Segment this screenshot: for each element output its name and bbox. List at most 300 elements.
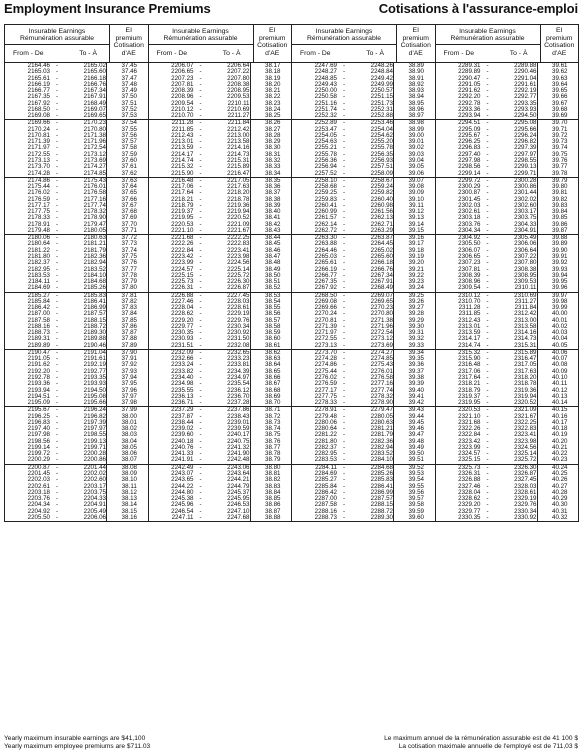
range-dash: - bbox=[55, 240, 59, 248]
from-value: 2310.70 bbox=[458, 297, 481, 305]
premium-value: 38.16 bbox=[106, 515, 148, 521]
range-dash: - bbox=[199, 150, 202, 158]
premium-value: 39.59 bbox=[393, 509, 435, 515]
range-dash: - bbox=[486, 240, 489, 248]
to-value: 2206.06 bbox=[83, 513, 106, 521]
from-value: 2170.24 bbox=[27, 125, 50, 133]
to-value: 2258.67 bbox=[370, 176, 393, 184]
from-value: 2320.53 bbox=[458, 406, 481, 414]
range-dash: - bbox=[55, 234, 59, 242]
from-value: 2211.28 bbox=[171, 119, 194, 127]
to-value: 2171.96 bbox=[83, 138, 106, 146]
range-dash: - bbox=[486, 367, 489, 375]
range-dash: - bbox=[199, 437, 202, 445]
premium-value: 37.98 bbox=[106, 400, 148, 406]
to-value: 2267.34 bbox=[370, 271, 393, 279]
to-value: 2170.80 bbox=[83, 125, 106, 133]
range-dash: - bbox=[199, 513, 202, 521]
to-value: 2289.88 bbox=[514, 62, 537, 69]
from-value: 2254.63 bbox=[314, 138, 337, 146]
range-dash: - bbox=[342, 348, 346, 356]
to-value: 2165.60 bbox=[83, 68, 106, 76]
range-dash: - bbox=[55, 74, 59, 82]
range-dash: - bbox=[55, 482, 59, 490]
premium-value: 37.72 bbox=[106, 235, 148, 241]
row-block bbox=[292, 120, 435, 177]
range-dash: - bbox=[199, 265, 202, 273]
premium-value: 39.55 bbox=[393, 484, 435, 490]
to-value: 2236.12 bbox=[227, 386, 250, 394]
premium-value: 38.23 bbox=[250, 101, 292, 107]
to-value: 2174.85 bbox=[83, 169, 106, 177]
from-value: 2286.42 bbox=[314, 488, 337, 496]
to-value: 2202.02 bbox=[83, 470, 106, 477]
to-value: 2264.45 bbox=[370, 240, 393, 248]
from-value: 2293.94 bbox=[458, 112, 481, 120]
to-value: 2199.71 bbox=[83, 443, 106, 451]
range-dash: - bbox=[486, 176, 489, 184]
premium-value: 39.92 bbox=[537, 260, 579, 266]
to-value: 2313.58 bbox=[514, 322, 537, 330]
premium-value: 39.19 bbox=[393, 254, 435, 260]
row-block bbox=[5, 178, 148, 235]
premium-value: 38.99 bbox=[393, 127, 435, 133]
to-value: 2288.15 bbox=[370, 501, 393, 509]
to-value: 2287.57 bbox=[370, 495, 393, 503]
from-value: 2166.19 bbox=[27, 80, 50, 88]
premium-value: 38.82 bbox=[250, 477, 292, 483]
to-value: 2265.60 bbox=[370, 252, 393, 260]
to-value: 2310.69 bbox=[514, 291, 537, 299]
to-value: 2274.27 bbox=[370, 348, 393, 356]
premium-value: 37.76 bbox=[106, 260, 148, 266]
from-value: 2283.53 bbox=[314, 456, 337, 464]
premium-value: 37.48 bbox=[106, 82, 148, 88]
to-value: 2311.84 bbox=[514, 304, 537, 312]
to-value: 2284.68 bbox=[370, 463, 393, 471]
to-value: 2215.89 bbox=[227, 163, 250, 171]
range-dash: - bbox=[342, 169, 346, 177]
to-value: 2309.53 bbox=[514, 278, 537, 286]
from-value: 2226.31 bbox=[171, 284, 194, 292]
range-dash: - bbox=[342, 144, 346, 152]
range-dash: - bbox=[342, 386, 346, 394]
range-dash: - bbox=[486, 495, 489, 503]
range-dash: - bbox=[486, 80, 489, 88]
to-value: 2318.78 bbox=[514, 380, 537, 388]
from-value: 2197.40 bbox=[27, 425, 50, 433]
range-dash: - bbox=[342, 284, 346, 292]
from-value: 2171.39 bbox=[27, 138, 50, 146]
range-dash: - bbox=[486, 183, 489, 191]
premium-value: 37.74 bbox=[106, 248, 148, 254]
earnings-header-en: Insurable Earnings bbox=[28, 28, 86, 35]
from-value: 2326.88 bbox=[458, 476, 481, 484]
to-value: 2188.15 bbox=[83, 316, 106, 324]
range-dash: - bbox=[342, 310, 346, 318]
column-section bbox=[292, 25, 435, 522]
from-value: 2236.13 bbox=[171, 392, 194, 400]
premium-value: 39.11 bbox=[393, 203, 435, 209]
from-value: 2181.22 bbox=[27, 246, 50, 254]
to-value: 2295.08 bbox=[514, 119, 537, 127]
premium-value: 37.84 bbox=[106, 311, 148, 317]
range-dash: - bbox=[199, 488, 202, 496]
row-block bbox=[149, 407, 292, 464]
to-value: 2251.73 bbox=[370, 99, 393, 107]
to-value: 2180.63 bbox=[83, 234, 106, 242]
to-value: 2247.68 bbox=[227, 513, 250, 521]
from-value: 2179.48 bbox=[27, 226, 50, 234]
to-value: 2204.91 bbox=[83, 501, 106, 509]
range-dash: - bbox=[486, 443, 489, 451]
to-value: 2174.27 bbox=[83, 163, 106, 171]
from-value: 2266.77 bbox=[314, 271, 337, 279]
range-dash: - bbox=[486, 208, 489, 216]
premium-value: 39.68 bbox=[537, 107, 579, 113]
range-dash: - bbox=[55, 495, 59, 503]
premium-value: 40.14 bbox=[537, 400, 579, 406]
from-value: 2260.41 bbox=[314, 201, 337, 209]
from-value: 2304.34 bbox=[458, 226, 481, 234]
from-header: From - De bbox=[443, 50, 475, 57]
from-value: 2200.87 bbox=[27, 463, 50, 471]
range-dash: - bbox=[342, 112, 346, 120]
from-value: 2288.73 bbox=[314, 513, 337, 521]
to-value: 2255.20 bbox=[370, 138, 393, 146]
from-value: 2205.50 bbox=[27, 513, 50, 521]
from-value: 2241.33 bbox=[171, 450, 194, 458]
from-header: From - De bbox=[300, 50, 331, 57]
from-value: 2265.03 bbox=[314, 252, 337, 260]
range-dash: - bbox=[342, 68, 346, 76]
to-value: 2175.43 bbox=[83, 176, 106, 184]
table-row bbox=[5, 457, 148, 463]
premium-value: 38.29 bbox=[250, 139, 292, 145]
to-value: 2221.67 bbox=[227, 226, 250, 234]
to-value: 2207.22 bbox=[227, 68, 250, 76]
from-value: 2312.43 bbox=[458, 316, 481, 324]
row-block bbox=[436, 465, 579, 522]
range-dash: - bbox=[486, 341, 489, 349]
to-value: 2322.83 bbox=[514, 425, 537, 433]
from-value: 2274.28 bbox=[314, 355, 337, 363]
range-dash: - bbox=[199, 495, 202, 503]
to-value: 2280.63 bbox=[370, 418, 393, 426]
header-rule bbox=[436, 44, 540, 45]
row-block bbox=[5, 407, 148, 464]
range-dash: - bbox=[55, 93, 59, 101]
table-row bbox=[149, 285, 292, 291]
from-value: 2284.69 bbox=[314, 470, 337, 477]
earnings-header bbox=[5, 25, 109, 62]
range-dash: - bbox=[486, 214, 489, 222]
range-dash: - bbox=[55, 418, 59, 426]
from-value: 2322.84 bbox=[458, 431, 481, 439]
row-block bbox=[292, 350, 435, 407]
to-value: 2234.97 bbox=[227, 374, 250, 382]
range-dash: - bbox=[199, 329, 202, 337]
range-dash: - bbox=[486, 399, 489, 407]
to-value: 2302.02 bbox=[514, 195, 537, 203]
premium-value: 37.61 bbox=[106, 164, 148, 170]
range-dash: - bbox=[342, 62, 346, 69]
from-value: 2213.01 bbox=[171, 138, 194, 146]
range-dash: - bbox=[486, 425, 489, 433]
premium-value: 38.75 bbox=[250, 432, 292, 438]
premium-value: 39.50 bbox=[393, 451, 435, 457]
range-dash: - bbox=[55, 284, 59, 292]
premium-value: 38.66 bbox=[250, 375, 292, 381]
from-value: 2323.42 bbox=[458, 437, 481, 445]
to-value: 2208.38 bbox=[227, 80, 250, 88]
from-value: 2241.91 bbox=[171, 456, 194, 464]
range-dash: - bbox=[55, 87, 59, 95]
to-value: 2222.25 bbox=[227, 234, 250, 242]
range-dash: - bbox=[199, 195, 202, 203]
premium-value: 39.48 bbox=[393, 439, 435, 445]
range-dash: - bbox=[342, 450, 346, 458]
premium-value: 39.22 bbox=[393, 273, 435, 279]
premium-value: 40.02 bbox=[537, 324, 579, 330]
range-dash: - bbox=[199, 87, 202, 95]
range-dash: - bbox=[55, 470, 59, 477]
premium-value: 39.16 bbox=[393, 235, 435, 241]
from-value: 2225.15 bbox=[171, 271, 194, 279]
range-dash: - bbox=[199, 99, 202, 107]
from-value: 2218.21 bbox=[171, 195, 194, 203]
range-dash: - bbox=[55, 220, 59, 228]
range-dash: - bbox=[55, 348, 59, 356]
to-value: 2270.23 bbox=[370, 304, 393, 312]
from-value: 2263.30 bbox=[314, 234, 337, 242]
from-value: 2219.95 bbox=[171, 214, 194, 222]
column-header bbox=[5, 25, 148, 63]
range-dash: - bbox=[486, 463, 489, 471]
from-value: 2264.46 bbox=[314, 246, 337, 254]
premium-value: 38.80 bbox=[250, 465, 292, 471]
range-dash: - bbox=[342, 99, 346, 107]
premium-value: 39.60 bbox=[393, 515, 435, 521]
premium-value: 39.26 bbox=[393, 299, 435, 305]
from-value: 2192.20 bbox=[27, 367, 50, 375]
from-value: 2270.81 bbox=[314, 316, 337, 324]
range-dash: - bbox=[199, 68, 202, 76]
to-value: 2273.12 bbox=[370, 335, 393, 343]
premium-header bbox=[540, 25, 579, 62]
range-dash: - bbox=[342, 437, 346, 445]
range-dash: - bbox=[342, 138, 346, 146]
row-block bbox=[149, 178, 292, 235]
range-dash: - bbox=[342, 220, 346, 228]
from-value: 2210.70 bbox=[171, 112, 194, 120]
from-value: 2204.92 bbox=[27, 507, 50, 515]
range-dash: - bbox=[55, 144, 59, 152]
from-value: 2316.48 bbox=[458, 361, 481, 369]
from-value: 2269.66 bbox=[314, 304, 337, 312]
range-dash: - bbox=[55, 316, 59, 324]
premium-value: 38.84 bbox=[250, 490, 292, 496]
to-value: 2203.75 bbox=[83, 488, 106, 496]
premium-value: 38.36 bbox=[250, 184, 292, 190]
range-dash: - bbox=[199, 304, 202, 312]
range-dash: - bbox=[342, 412, 346, 420]
to-value: 2214.16 bbox=[227, 144, 250, 152]
to-value: 2228.03 bbox=[227, 297, 250, 305]
from-value: 2298.56 bbox=[458, 163, 481, 171]
from-value: 2251.74 bbox=[314, 105, 337, 113]
row-block bbox=[149, 63, 292, 120]
from-value: 2177.17 bbox=[27, 201, 50, 209]
premium-value: 40.07 bbox=[537, 356, 579, 362]
to-value: 2186.41 bbox=[83, 297, 106, 305]
to-value: 2307.22 bbox=[514, 252, 537, 260]
premium-value: 38.88 bbox=[250, 515, 292, 521]
to-value: 2239.59 bbox=[227, 425, 250, 433]
premium-value: 39.02 bbox=[393, 145, 435, 151]
from-value: 2234.98 bbox=[171, 380, 194, 388]
from-value: 2196.25 bbox=[27, 412, 50, 420]
premium-value: 39.85 bbox=[537, 215, 579, 221]
to-value: 2169.07 bbox=[83, 105, 106, 113]
range-dash: - bbox=[55, 246, 59, 254]
premium-value: 37.59 bbox=[106, 152, 148, 158]
premium-value: 40.11 bbox=[537, 381, 579, 387]
to-value: 2251.15 bbox=[370, 93, 393, 101]
range-dash: - bbox=[55, 476, 59, 484]
premium-value: 38.22 bbox=[250, 94, 292, 100]
premium-value: 38.90 bbox=[393, 69, 435, 75]
range-dash: - bbox=[342, 367, 346, 375]
title-english: Employment Insurance Premiums bbox=[4, 1, 211, 16]
range-dash: - bbox=[199, 374, 202, 382]
table-row bbox=[436, 515, 579, 521]
to-value: 2235.54 bbox=[227, 380, 250, 388]
range-dash: - bbox=[55, 297, 59, 305]
range-dash: - bbox=[486, 138, 489, 146]
title-french: Cotisations à l'assurance-emploi bbox=[378, 1, 578, 16]
to-value: 2169.65 bbox=[83, 112, 106, 120]
from-value: 2170.81 bbox=[27, 131, 50, 139]
premium-value: 37.45 bbox=[106, 63, 148, 69]
from-value: 2257.52 bbox=[314, 169, 337, 177]
to-value: 2234.39 bbox=[227, 367, 250, 375]
to-value: 2207.80 bbox=[227, 74, 250, 82]
from-value: 2222.84 bbox=[171, 246, 194, 254]
from-value: 2239.02 bbox=[171, 425, 194, 433]
row-block bbox=[292, 178, 435, 235]
from-value: 2307.81 bbox=[458, 265, 481, 273]
premium-value: 39.12 bbox=[393, 209, 435, 215]
from-value: 2167.35 bbox=[27, 93, 50, 101]
premium-value: 38.56 bbox=[250, 311, 292, 317]
premium-value: 40.17 bbox=[537, 420, 579, 426]
premium-value: 37.95 bbox=[106, 381, 148, 387]
premium-value: 39.52 bbox=[393, 465, 435, 471]
to-value: 2195.66 bbox=[83, 399, 106, 407]
premium-value: 38.92 bbox=[393, 82, 435, 88]
premium-value: 39.01 bbox=[393, 139, 435, 145]
to-value: 2254.62 bbox=[370, 131, 393, 139]
premium-header-line: d'AE bbox=[265, 49, 280, 57]
row-block bbox=[292, 63, 435, 120]
earnings-header-fr: Rémunération assurable bbox=[163, 35, 238, 42]
to-value: 2184.68 bbox=[83, 278, 106, 286]
premium-value: 39.37 bbox=[393, 369, 435, 375]
from-value: 2233.24 bbox=[171, 361, 194, 369]
table-row bbox=[5, 171, 148, 177]
premium-value: 38.20 bbox=[250, 82, 292, 88]
from-value: 2248.85 bbox=[314, 74, 337, 82]
range-dash: - bbox=[342, 265, 346, 273]
table-row bbox=[436, 171, 579, 177]
from-value: 2166.77 bbox=[27, 87, 50, 95]
premium-value: 39.89 bbox=[537, 241, 579, 247]
premium-value: 40.32 bbox=[537, 515, 579, 521]
premium-value: 37.91 bbox=[106, 356, 148, 362]
premium-value: 37.57 bbox=[106, 139, 148, 145]
premium-value: 39.13 bbox=[393, 215, 435, 221]
range-dash: - bbox=[486, 513, 489, 521]
premium-value: 38.31 bbox=[250, 152, 292, 158]
to-value: 2306.06 bbox=[514, 240, 537, 248]
to-value: 2322.25 bbox=[514, 418, 537, 426]
range-dash: - bbox=[55, 374, 59, 382]
premium-value: 38.95 bbox=[393, 101, 435, 107]
row-block bbox=[149, 465, 292, 522]
from-value: 2202.03 bbox=[27, 476, 50, 484]
premium-value: 37.53 bbox=[106, 113, 148, 119]
range-dash: - bbox=[199, 252, 202, 260]
to-value: 2298.55 bbox=[514, 156, 537, 164]
column-group bbox=[4, 25, 148, 522]
from-value: 2194.51 bbox=[27, 392, 50, 400]
range-dash: - bbox=[486, 386, 489, 394]
from-value: 2245.96 bbox=[171, 501, 194, 509]
range-dash: - bbox=[486, 163, 489, 171]
range-dash: - bbox=[486, 125, 489, 133]
range-dash: - bbox=[486, 131, 489, 139]
from-value: 2260.99 bbox=[314, 208, 337, 216]
premium-value: 40.22 bbox=[537, 451, 579, 457]
earnings-header bbox=[149, 25, 253, 62]
premium-value: 38.61 bbox=[250, 343, 292, 349]
from-value: 2244.22 bbox=[171, 482, 194, 490]
premium-value: 37.82 bbox=[106, 299, 148, 305]
to-value: 2232.08 bbox=[227, 341, 250, 349]
range-dash: - bbox=[486, 380, 489, 388]
to-value: 2265.02 bbox=[370, 246, 393, 254]
to-value: 2259.82 bbox=[370, 189, 393, 197]
range-dash: - bbox=[55, 386, 59, 394]
premium-value: 38.64 bbox=[250, 362, 292, 368]
range-dash: - bbox=[486, 361, 489, 369]
premium-value: 37.87 bbox=[106, 330, 148, 336]
to-value: 2257.51 bbox=[370, 163, 393, 171]
premium-value: 40.08 bbox=[537, 362, 579, 368]
premium-value: 38.26 bbox=[250, 120, 292, 126]
range-dash: - bbox=[486, 374, 489, 382]
from-value: 2278.91 bbox=[314, 406, 337, 414]
range-dash: - bbox=[486, 335, 489, 343]
from-value: 2325.73 bbox=[458, 463, 481, 471]
range-dash: - bbox=[55, 456, 59, 464]
range-dash: - bbox=[486, 355, 489, 363]
to-value: 2271.96 bbox=[370, 322, 393, 330]
to-value: 2285.83 bbox=[370, 476, 393, 484]
to-value: 2213.58 bbox=[227, 138, 250, 146]
premium-value: 37.77 bbox=[106, 267, 148, 273]
